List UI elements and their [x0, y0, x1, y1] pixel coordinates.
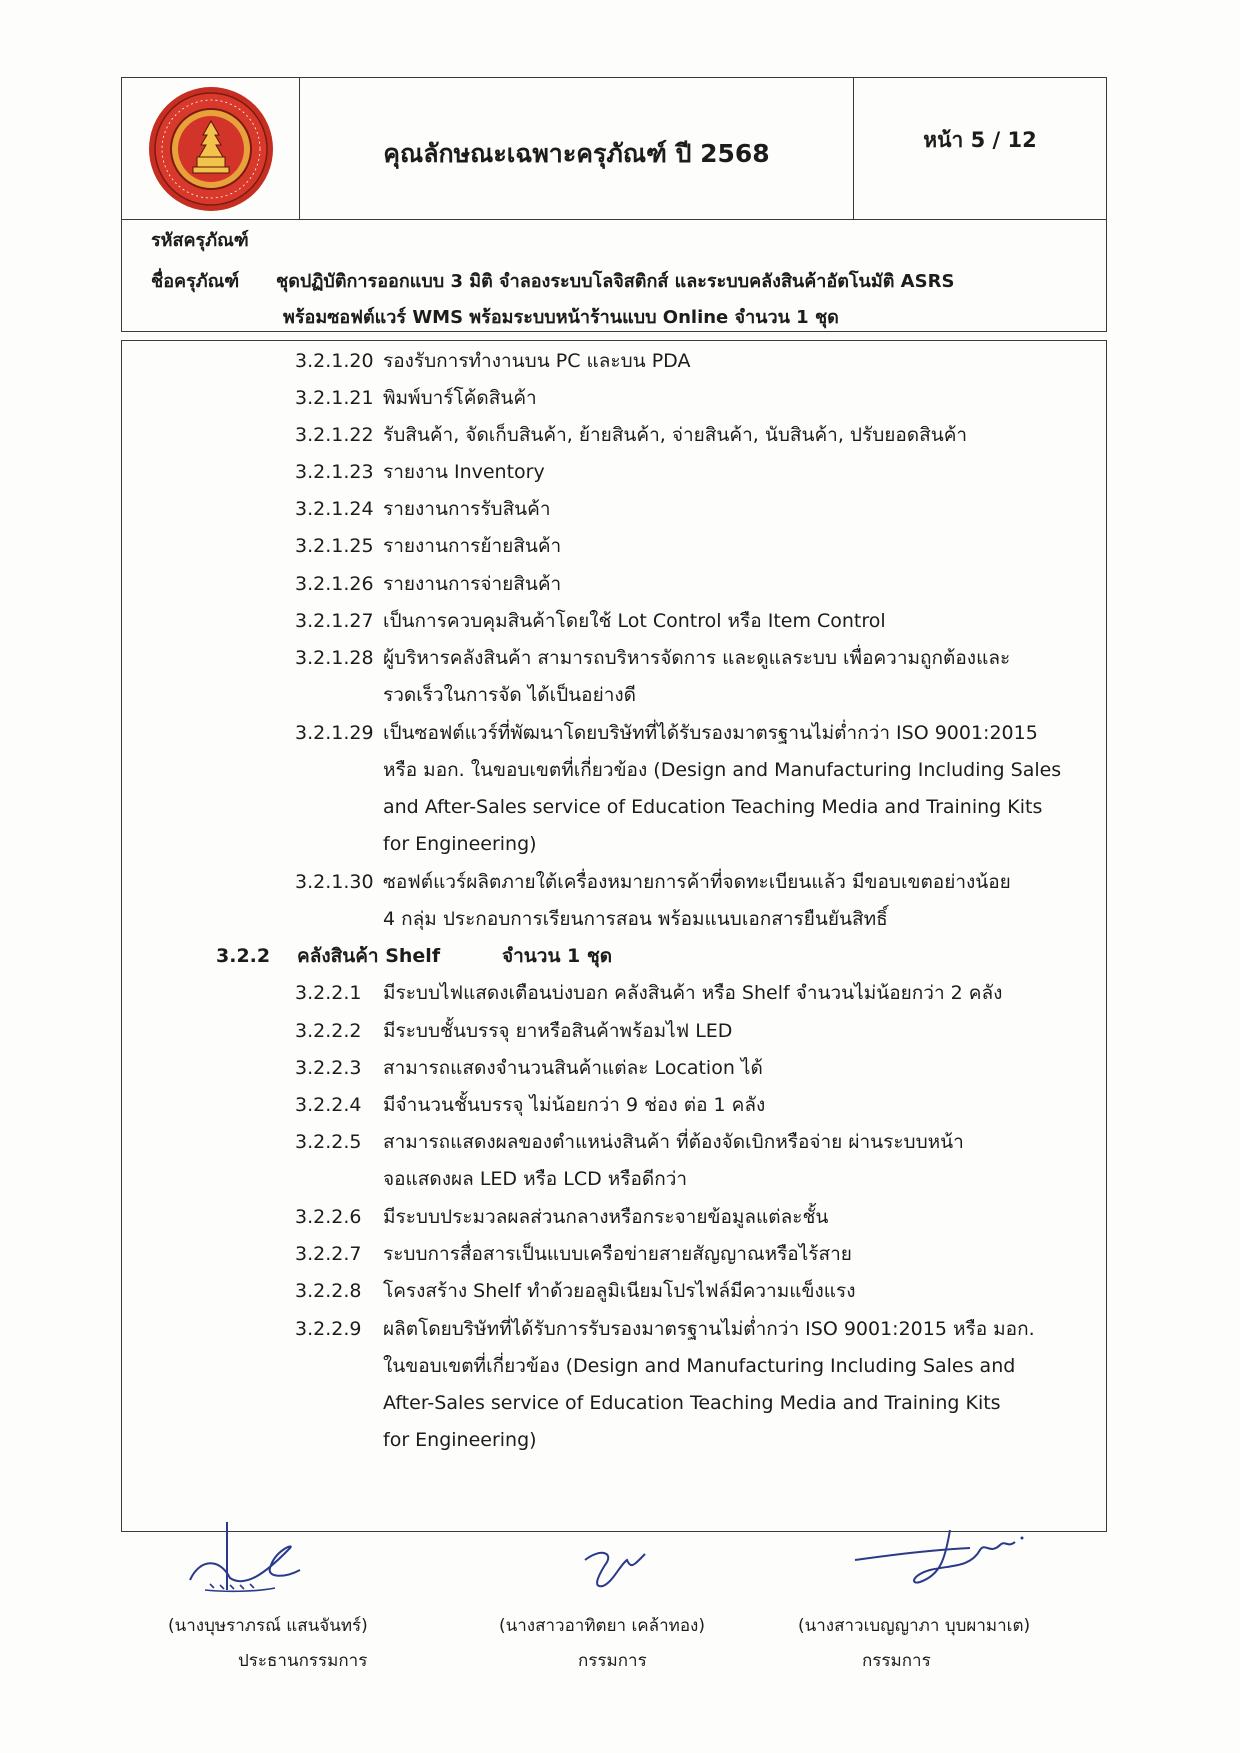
document-header	[121, 77, 1107, 220]
spec-item-text: เป็นการควบคุมสินค้าโดยใช้ Lot Control หรือ Item Control	[383, 610, 886, 632]
signature-name-chair: (นางบุษราภรณ์ แสนจันทร์)	[168, 1616, 368, 1636]
spec-item-number: 3.2.1.20	[295, 350, 374, 372]
equipment-name-line-2: พร้อมซอฟต์แวร์ WMS พร้อมระบบหน้าร้านแบบ Online จำนวน 1 ชุด	[283, 307, 839, 328]
spec-item-text: รับสินค้า, จัดเก็บสินค้า, ย้ายสินค้า, จ่ายสินค้า, นับสินค้า, ปรับยอดสินค้า	[383, 424, 968, 446]
spec-item-text: สามารถแสดงผลของตำแหน่งสินค้า ที่ต้องจัดเบิกหรือจ่าย ผ่านระบบหน้า	[383, 1131, 964, 1153]
spec-item-text: มีระบบชั้นบรรจุ ยาหรือสินค้าพร้อมไฟ LED	[383, 1020, 733, 1042]
spec-item-number: 3.2.1.24	[295, 498, 374, 520]
spec-item-text: รองรับการทำงานบน PC และบน PDA	[383, 350, 691, 372]
spec-item-text: and After-Sales service of Education Teaching Media and Training Kits	[383, 796, 1043, 818]
spec-item-text: 4 กลุ่ม ประกอบการเรียนการสอน พร้อมแนบเอกสารยืนยันสิทธิ์	[383, 908, 888, 930]
page-cell	[854, 78, 1106, 219]
spec-item-text: สามารถแสดงจำนวนสินค้าแต่ละ Location ได้	[383, 1057, 763, 1079]
spec-item-number: 3.2.2.5	[295, 1131, 362, 1153]
vocational-education-commission-seal-icon	[145, 83, 277, 215]
spec-item-text: for Engineering)	[383, 1429, 537, 1451]
page-number: หน้า 5 / 12	[923, 128, 1037, 152]
section-number: 3.2.2	[216, 945, 271, 967]
spec-item-text: เป็นซอฟต์แวร์ที่พัฒนาโดยบริษัทที่ได้รับรองมาตรฐานไม่ต่ำกว่า ISO 9001:2015	[383, 722, 1038, 744]
spec-item-text: จอแสดงผล LED หรือ LCD หรือดีกว่า	[383, 1168, 688, 1190]
spec-item-text: รายงานการรับสินค้า	[383, 498, 551, 520]
equipment-name-label: ชื่อครุภัณฑ์	[151, 271, 240, 292]
spec-item-text: ระบบการสื่อสารเป็นแบบเครือข่ายสายสัญญาณหรือไร้สาย	[383, 1243, 852, 1265]
equipment-code-label: รหัสครุภัณฑ์	[151, 230, 249, 251]
spec-item-number: 3.2.1.28	[295, 647, 374, 669]
spec-item-text: พิมพ์บาร์โค้ดสินค้า	[383, 387, 537, 409]
title-cell	[300, 78, 854, 219]
logo-cell	[122, 78, 300, 219]
document-title: คุณลักษณะเฉพาะครุภัณฑ์ ปี 2568	[383, 138, 770, 168]
spec-item-number: 3.2.1.21	[295, 387, 374, 409]
spec-item-text: ในขอบเขตที่เกี่ยวข้อง (Design and Manufacturing Including Sales and	[383, 1355, 1016, 1377]
spec-item-text: ซอฟต์แวร์ผลิตภายใต้เครื่องหมายการค้าที่จดทะเบียนแล้ว มีขอบเขตอย่างน้อย	[383, 871, 1011, 893]
spec-item-number: 3.2.2.6	[295, 1206, 362, 1228]
spec-item-text: หรือ มอก. ในขอบเขตที่เกี่ยวข้อง (Design and Manufacturing Including Sales	[383, 759, 1062, 781]
spec-item-text: รายงาน Inventory	[383, 461, 545, 483]
spec-item-text: ผู้บริหารคลังสินค้า สามารถบริหารจัดการ และดูแลระบบ เพื่อความถูกต้องและ	[383, 647, 1011, 669]
spec-item-text: ผลิตโดยบริษัทที่ได้รับการรับรองมาตรฐานไม่ต่ำกว่า ISO 9001:2015 หรือ มอก.	[383, 1318, 1035, 1340]
spec-item-number: 3.2.2.4	[295, 1094, 362, 1116]
spec-item-text: มีระบบไฟแสดงเตือนบ่งบอก คลังสินค้า หรือ Shelf จำนวนไม่น้อยกว่า 2 คลัง	[383, 982, 1003, 1004]
spec-item-number: 3.2.1.23	[295, 461, 374, 483]
signature-role-member-1: กรรมการ	[578, 1651, 647, 1671]
spec-item-number: 3.2.2.3	[295, 1057, 362, 1079]
spec-item-text: มีจำนวนชั้นบรรจุ ไม่น้อยกว่า 9 ช่อง ต่อ 1 คลัง	[383, 1094, 766, 1116]
spec-item-number: 3.2.2.8	[295, 1280, 362, 1302]
spec-item-number: 3.2.1.26	[295, 573, 374, 595]
spec-item-number: 3.2.1.27	[295, 610, 374, 632]
signature-role-chair: ประธานกรรมการ	[238, 1651, 368, 1671]
spec-item-number: 3.2.2.7	[295, 1243, 362, 1265]
section-title: คลังสินค้า Shelf	[297, 945, 441, 967]
spec-item-text: รวดเร็วในการจัด ได้เป็นอย่างดี	[383, 684, 637, 706]
signature-ink-member-1	[575, 1540, 655, 1595]
spec-item-number: 3.2.1.25	[295, 535, 374, 557]
spec-item-number: 3.2.2.9	[295, 1318, 362, 1340]
signature-name-member-1: (นางสาวอาทิตยา เคล้าทอง)	[499, 1616, 705, 1636]
spec-item-text: โครงสร้าง Shelf ทำด้วยอลูมิเนียมโปรไฟล์มีความแข็งแรง	[383, 1280, 856, 1302]
spec-item-number: 3.2.1.30	[295, 871, 374, 893]
spec-item-number: 3.2.1.22	[295, 424, 374, 446]
signature-role-member-2: กรรมการ	[862, 1651, 931, 1671]
signature-name-member-2: (นางสาวเบญญาภา บุบผามาเต)	[798, 1616, 1031, 1636]
signature-ink-chair	[175, 1518, 335, 1598]
spec-item-text: After-Sales service of Education Teaching Media and Training Kits	[383, 1392, 1001, 1414]
section-quantity: จำนวน 1 ชุด	[502, 945, 613, 967]
spec-item-text: รายงานการจ่ายสินค้า	[383, 573, 562, 595]
spec-item-number: 3.2.2.1	[295, 982, 362, 1004]
spec-item-number: 3.2.2.2	[295, 1020, 362, 1042]
spec-item-text: รายงานการย้ายสินค้า	[383, 535, 562, 557]
equipment-name-line-1: ชุดปฏิบัติการออกแบบ 3 มิติ จำลองระบบโลจิสติกส์ และระบบคลังสินค้าอัตโนมัติ ASRS	[276, 271, 955, 292]
signature-ink-member-2	[850, 1520, 1030, 1600]
spec-item-number: 3.2.1.29	[295, 722, 374, 744]
spec-item-text: for Engineering)	[383, 833, 537, 855]
spec-item-text: มีระบบประมวลผลส่วนกลางหรือกระจายข้อมูลแต่ละชั้น	[383, 1206, 829, 1228]
